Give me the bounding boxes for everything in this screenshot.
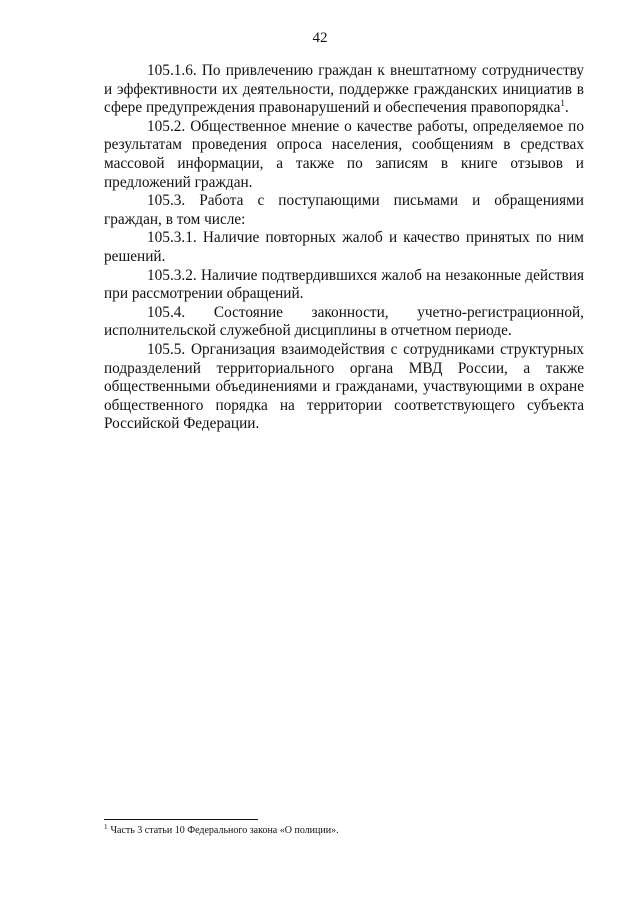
footnote-marker: 1 <box>104 822 108 831</box>
paragraph-tail: . <box>564 99 569 117</box>
footnote <box>104 824 584 837</box>
document-body <box>104 62 584 434</box>
footnote-separator <box>104 819 258 820</box>
paragraph-105-5: 105.5. Организация взаимодействия с сотрудниками структурных подразделений территориального органа МВД России, а также общественными объединениями и гражданами, участвующими в охране общественного порядка на территории соответствующего субъекта Российской Федерации. <box>104 340 584 433</box>
paragraph-text: 105.1.6. По привлечению граждан к внештатному сотрудничеству и эффективности их деятельности, поддержке гражданских инициатив в сфере предупреждения правонарушений и обеспечения правопорядка <box>104 62 584 117</box>
paragraph-105-4: 105.4. Состояние законности, учетно-регистрационной, исполнительской служебной дисциплины в отчетном периоде. <box>104 303 584 340</box>
paragraph-105-1-6 <box>104 62 584 118</box>
paragraph-105-3-1: 105.3.1. Наличие повторных жалоб и качество принятых по ним решений. <box>104 229 584 265</box>
footnote-text: Часть 3 статьи 10 Федерального закона «О полиции». <box>110 825 339 836</box>
paragraph-105-3: 105.3. Работа с поступающими письмами и обращениями граждан, в том числе: <box>104 192 584 228</box>
footnote-reference[interactable]: 1 <box>560 98 565 109</box>
paragraph-105-3-2: 105.3.2. Наличие подтвердившихся жалоб на незаконные действия при рассмотрении обращений. <box>104 266 584 303</box>
page-number: 42 <box>312 30 328 46</box>
paragraph-105-2: 105.2. Общественное мнение о качестве работы, определяемое по результатам проведения опроса населения, сообщениям в средствах массовой информации, а также по записям в книге отзывов и предложений граждан. <box>104 117 584 191</box>
